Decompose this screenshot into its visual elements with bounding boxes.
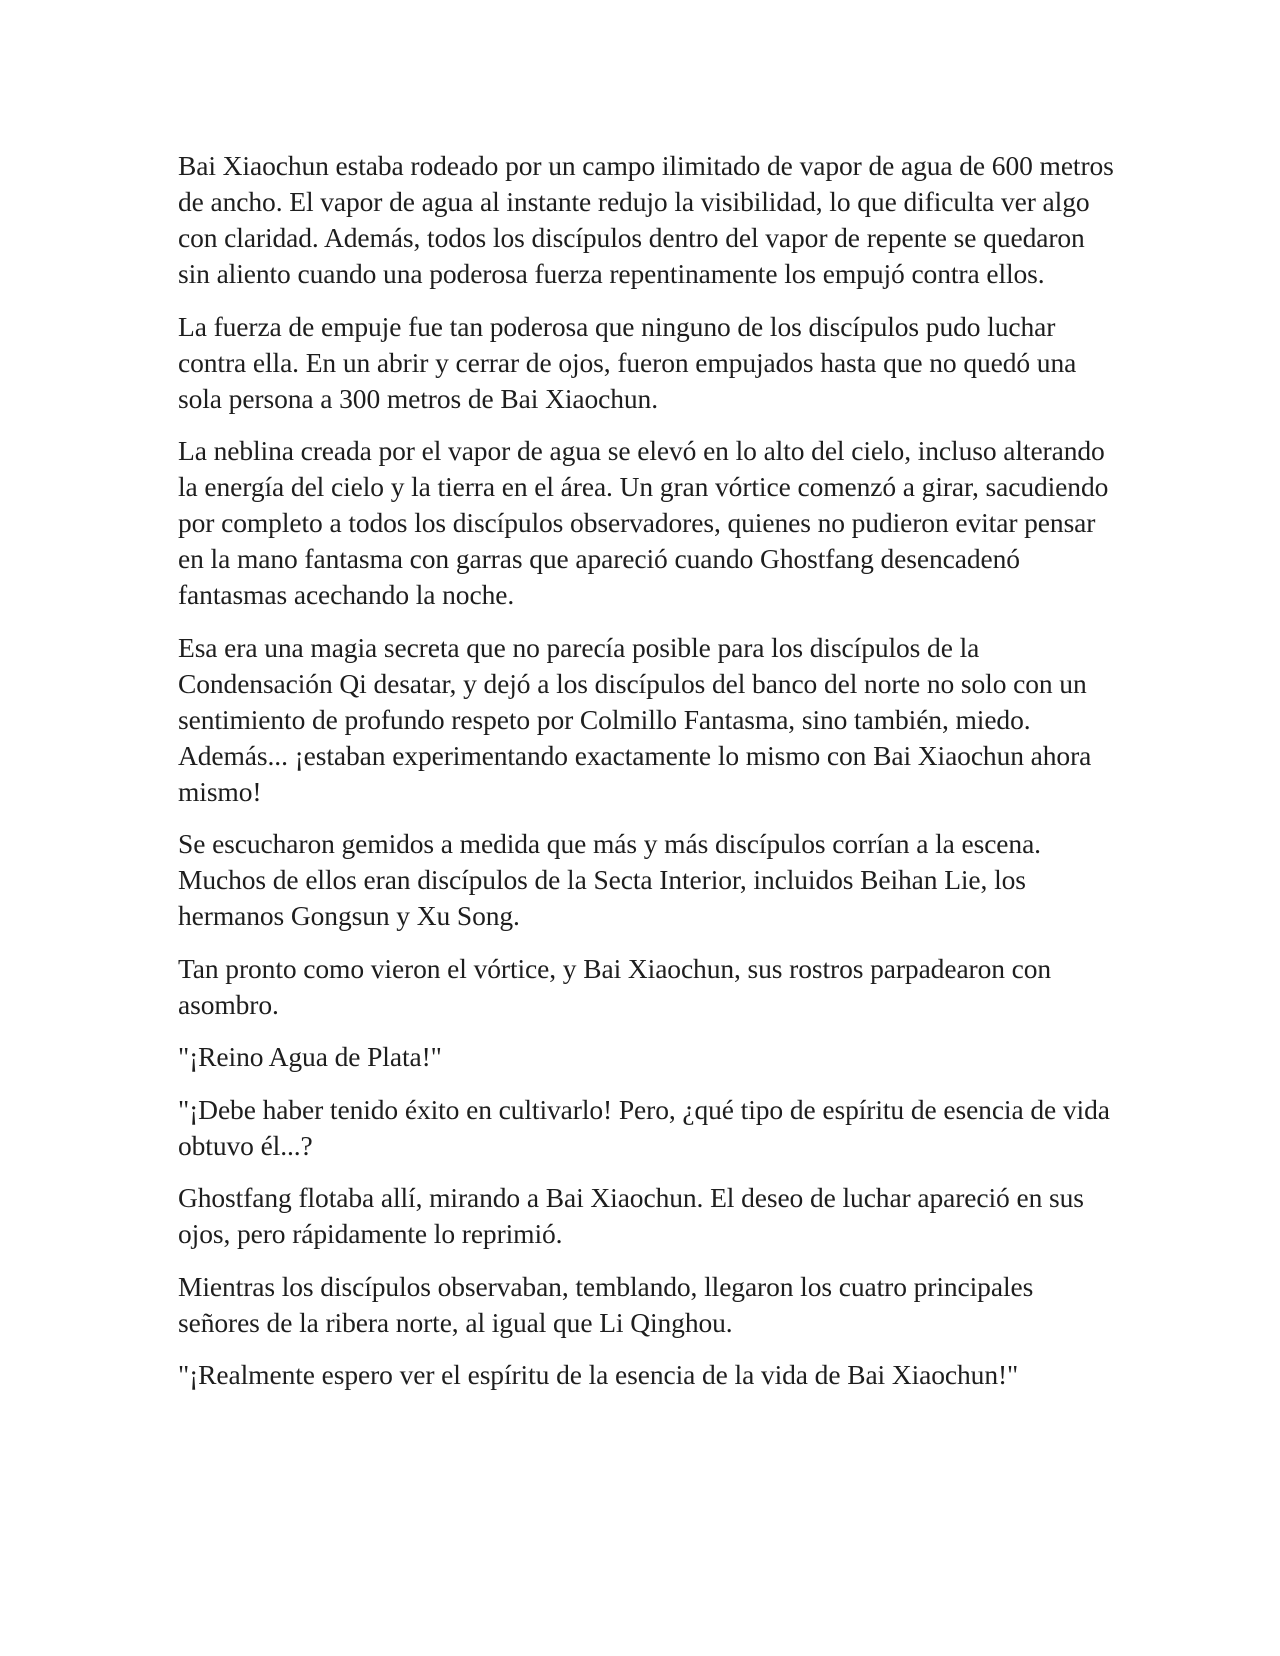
paragraph: Se escucharon gemidos a medida que más y más discípulos corrían a la escena. Muchos de ellos eran discípulos de la Secta Interior, incluidos Beihan Lie, los hermanos Gongsun y Xu Song.	[178, 828, 1041, 931]
paragraph: Mientras los discípulos observaban, temblando, llegaron los cuatro principales señores de la ribera norte, al igual que Li Qinghou.	[178, 1270, 1034, 1338]
paragraph: Ghostfang flotaba allí, mirando a Bai Xiaochun. El deseo de luchar apareció en sus ojos, pero rápidamente lo reprimió.	[178, 1182, 1084, 1249]
dialogue-line: "¡Realmente espero ver el espíritu de la esencia de la vida de Bai Xiaochun!"	[178, 1359, 1019, 1390]
paragraph: La neblina creada por el vapor de agua se elevó en lo alto del cielo, incluso alterando la energía del cielo y la tierra en el área. Un gran vórtice comenzó a girar, sacudiendo por completo a todos los discípulos observadores, quienes no pudieron evitar pensar en la mano fantasma con garras que apareció cuando Ghostfang desencadenó fantasmas acechando la noche.	[178, 435, 1109, 610]
dialogue-line: "¡Debe haber tenido éxito en cultivarlo! Pero, ¿qué tipo de espíritu de esencia de vida obtuvo él...?	[178, 1093, 1110, 1161]
document-page	[178, 148, 1118, 1410]
paragraph: Bai Xiaochun estaba rodeado por un campo ilimitado de vapor de agua de 600 metros de ancho. El vapor de agua al instante redujo la visibilidad, lo que dificulta ver algo con claridad. Además, todos los discípulos dentro del vapor de repente se quedaron sin aliento cuando una poderosa fuerza repentinamente los empujó contra ellos.	[178, 150, 1114, 289]
paragraph: Tan pronto como vieron el vórtice, y Bai Xiaochun, sus rostros parpadearon con asombro.	[178, 952, 1052, 1020]
paragraph: La fuerza de empuje fue tan poderosa que ninguno de los discípulos pudo luchar contra ella. En un abrir y cerrar de ojos, fueron empujados hasta que no quedó una sola persona a 300 metros de Bai Xiaochun.	[178, 310, 1077, 414]
dialogue-line: "¡Reino Agua de Plata!"	[178, 1041, 442, 1072]
paragraph: Esa era una magia secreta que no parecía posible para los discípulos de la Condensación Qi desatar, y dejó a los discípulos del banco del norte no solo con un sentimiento de profundo respeto por Colmillo Fantasma, sino también, miedo. Además... ¡estaban experimentando exactamente lo mismo con Bai Xiaochun ahora mismo!	[178, 631, 1092, 807]
